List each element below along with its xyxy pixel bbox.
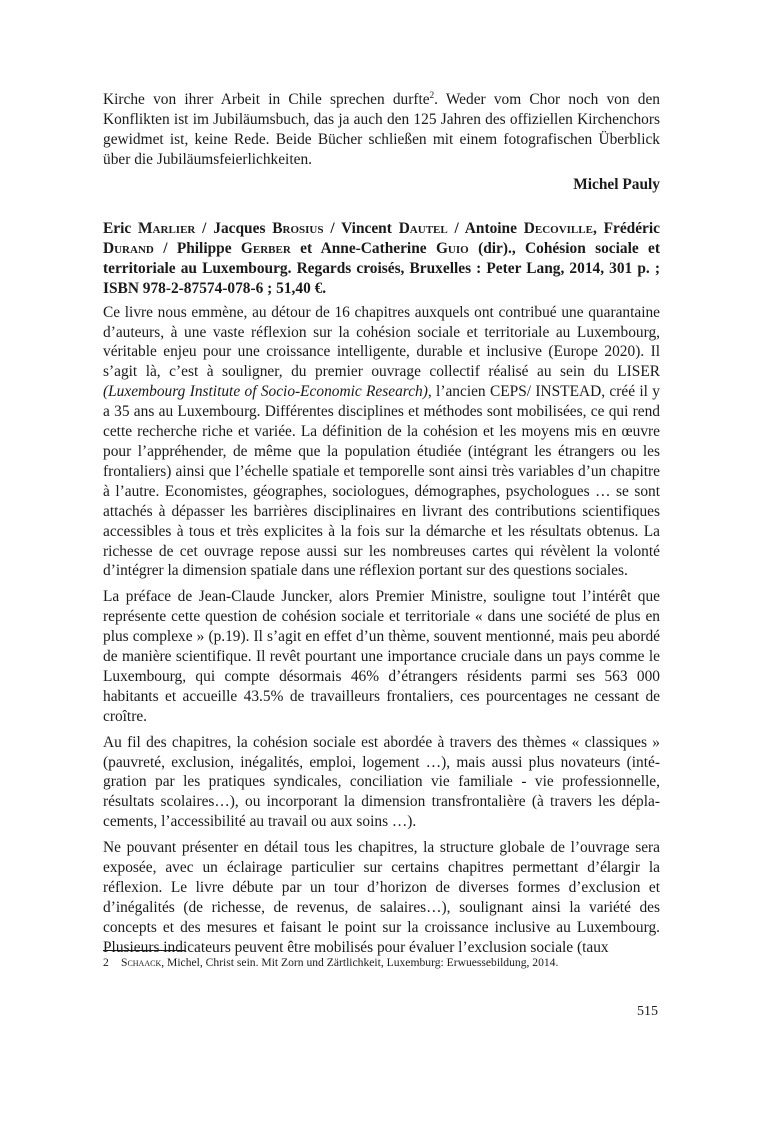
review-citation-header: Eric Marlier / Jacques Brosius / Vincent Dautel / Antoine Decoville, Frédéric Durand / Philippe Gerber et Anne-Catherine Guio (dir)., Cohésion sociale et territoriale au Luxembourg. Regards croisés, Bruxelles : Peter Lang, 2014, 301 p. ; ISBN 978-2-87574-078-6 ; 51,40 €.	[103, 219, 660, 297]
footnote-text: , Michel, Christ sein. Mit Zorn und Zärtlichkeit, Luxemburg: Erwuessebildung, 2014.	[161, 956, 559, 969]
footnote-divider	[103, 950, 185, 951]
footnote-author: Schaack	[121, 956, 162, 969]
review-paragraph-1: Ce livre nous emmène, au détour de 16 chapitres auxquels ont contribué une quarantaine d’auteurs, à une vaste réflexion sur la cohésion sociale et territoriale au Luxembourg, véritable enjeu pour une croissance intelligente, durable et inclusive (Europe 2020). Il s’agit là, c’est à souligner, du premier ouvrage collectif réalisé au sein du LISER (Luxembourg Institute of Socio-Economic Research), l’ancien CEPS/ INSTEAD, créé il y a 35 ans au Luxembourg. Différentes disciplines et méthodes sont mobilisées, ce qui rend cette recherche riche et variée. La définition de la cohésion et les moyens mis en œuvre pour l’appréhender, de même que la population étudiée (intégrant les étrangers ou les frontaliers) ainsi que l’échelle spatiale et temporelle sont ainsi très variables d’un chapitre à l’autre. Economistes, géographes, sociologues, démographes, psychologues … se sont attachés à dépasser les barrières disciplinaires en livrant des contributions scientifiques accessibles à tous et très explicites à la fois sur la démarche et les résultats obtenus. La richesse de cet ouvrage repose aussi sur les nombreuses cartes qui révèlent la volonté d’intégrer la dimension spatiale dans une réflexion portant sur des questions sociales.	[103, 303, 660, 580]
footnote-number: 2	[103, 956, 109, 969]
review-paragraph-2: La préface de Jean-Claude Juncker, alors Premier Ministre, souligne tout l’intérêt que représente cette question de cohésion sociale et territoriale « dans une société de plus en plus complexe » (p.19). Il s’agit en effet d’un thème, souvent mentionné, mais peu abordé de manière scientifique. Il revêt pourtant une importance cruciale dans un pays comme le Luxembourg, qui compte désormais 46% d’étrangers résidents parmi ses 563 000 habitants et accueille 43.5% de travailleurs frontaliers, ces pourcentages ne cessant de croître.	[103, 588, 660, 725]
page-body	[103, 90, 660, 958]
review-paragraph-4: Ne pouvant présenter en détail tous les chapitres, la structure globale de l’ouvrage sera exposée, avec un éclairage particulier sur certains chapitres permettant d’élargir la réflexion. Le livre débute par un tour d’horizon de diverses formes d’exclusion et d’inégalités (de richesse, de revenus, de salaires…), soulignant ainsi la variété des concepts et des mesures et faisant le point sur la croissance inclusive au Luxembourg. Plusieurs indicateurs peuvent être mobilisés pour évaluer l’exclusion sociale (taux	[103, 839, 660, 956]
paragraph-text: . Weder vom Chor noch von den Konflikten ist im Jubiläumsbuch, das ja auch den 125 Jahren des offiziellen Kirchenchors gewidmet ist, keine Rede. Beide Bücher schließen mit einem fotografischen Überblick über die Jubiläumsfeierlichkeiten.	[103, 91, 660, 168]
reviewer-signature: Michel Pauly	[573, 175, 660, 193]
review-paragraph-3: Au fil des chapitres, la cohésion sociale est abordée à travers des thèmes « classiques » (pauvreté, exclusion, inégalités, emploi, logement …), mais aussi plus novateurs (intégration par les pratiques syndicales, conciliation vie familiale - vie professionnelle, résultats scolaires…), ou incorporant la dimension transfrontalière (à travers les déplacements, l’accessibilité au travail ou aux soins …).	[103, 733, 660, 831]
institute-name-italic: (Luxembourg Institute of Socio-Economic Research)	[103, 383, 428, 401]
footnote-ref[interactable]: 2	[429, 89, 435, 100]
page-number: 515	[637, 1004, 658, 1019]
paragraph-text: Kirche von ihrer Arbeit in Chile sprechen durfte	[103, 91, 430, 108]
footnote	[103, 955, 660, 970]
previous-review-closing-paragraph	[103, 90, 660, 170]
